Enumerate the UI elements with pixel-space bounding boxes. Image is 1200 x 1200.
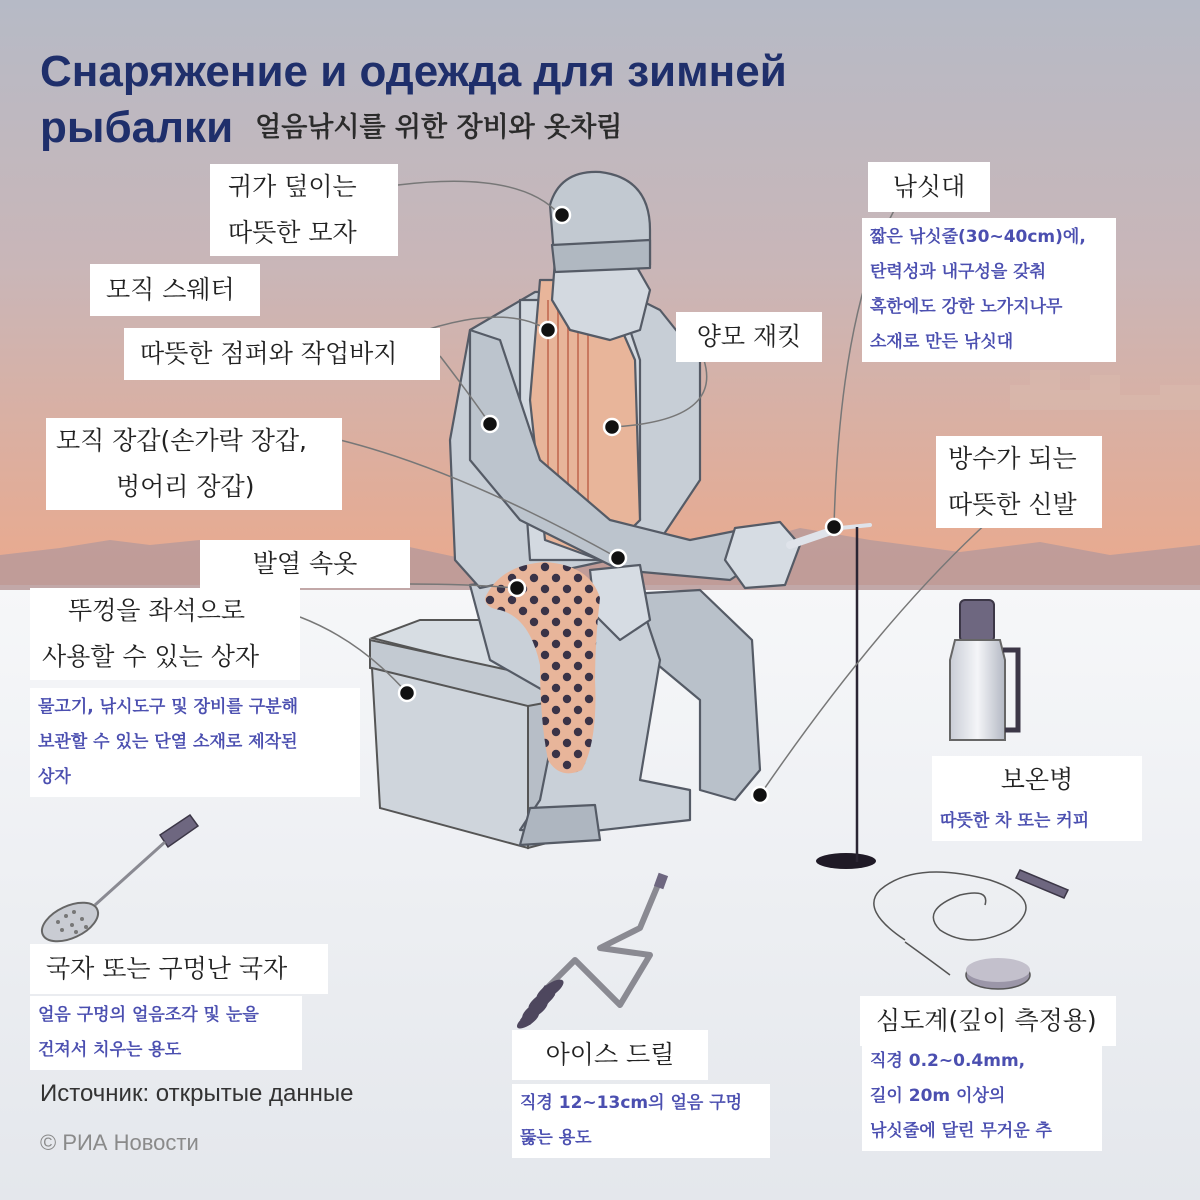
label-sweater-text: 모직 스웨터 (106, 275, 235, 304)
label-box-line-1: 뚜껑을 좌석으로 (68, 596, 245, 625)
skimmer-description-line-1: 얼음 구멍의 얼음조각 및 눈을 (38, 1005, 259, 1025)
label-box-line-2: 사용할 수 있는 상자 (42, 642, 260, 671)
drill-description (512, 1084, 770, 1158)
sounder-description-line-2: 길이 20m 이상의 (870, 1086, 1006, 1106)
thermos-description-line: 따뜻한 차 또는 커피 (940, 811, 1090, 831)
label-hat (210, 164, 398, 256)
sounder-description-line-3: 낚싯줄에 달린 무거운 추 (870, 1121, 1052, 1141)
label-jacket (676, 312, 822, 362)
sounder-description (862, 1042, 1102, 1151)
label-gloves-line-1: 모직 장갑(손가락 장갑, (56, 426, 307, 455)
box-description-line-2: 보관할 수 있는 단열 소재로 제작된 (38, 732, 298, 752)
label-skimmer-text: 국자 또는 구멍난 국자 (46, 954, 288, 983)
label-sweater (90, 264, 260, 316)
label-sounder (860, 996, 1116, 1046)
label-thermos (932, 756, 1142, 804)
label-boots-line-1: 방수가 되는 (948, 444, 1077, 473)
thermos-description (932, 802, 1142, 841)
label-gloves (46, 418, 342, 510)
source-note: Источник: открытые данные (40, 1080, 354, 1107)
copyright: © РИА Новости (40, 1130, 199, 1155)
skimmer-description-line-2: 건져서 치우는 용도 (38, 1040, 182, 1060)
label-jumper-text: 따뜻한 점퍼와 작업바지 (140, 339, 398, 368)
label-rod (868, 162, 990, 212)
drill-description-line-1: 직경 12~13cm의 얼음 구멍 (520, 1093, 743, 1113)
label-gloves-line-2: 벙어리 장갑) (116, 472, 255, 501)
label-boots-line-2: 따뜻한 신발 (948, 490, 1077, 519)
label-sounder-text: 심도계(깊이 측정용) (876, 1006, 1097, 1035)
rod-description-line-4: 소재로 만든 낚싯대 (870, 332, 1014, 352)
label-box (30, 588, 300, 680)
label-thermos-text: 보온병 (1000, 765, 1074, 794)
rod-description (862, 218, 1116, 362)
rod-description-line-1: 짧은 낚싯줄(30~40cm)에, (870, 227, 1086, 247)
label-jacket-text: 양모 재킷 (696, 322, 802, 351)
title-line-2: рыбалки (40, 103, 234, 152)
label-jumper (124, 328, 440, 380)
box-description-line-1: 물고기, 낚시도구 및 장비를 구분해 (38, 697, 299, 717)
label-rod-text: 낚싯대 (892, 172, 966, 201)
rod-description-line-2: 탄력성과 내구성을 갖춰 (870, 262, 1047, 282)
label-skimmer (30, 944, 328, 994)
label-hat-line-1: 귀가 덮이는 (228, 172, 357, 201)
box-description-line-3: 상자 (38, 767, 71, 787)
label-underwear (200, 540, 410, 588)
title-korean: 얼음낚시를 위한 장비와 옷차림 (255, 112, 623, 143)
title-line-1: Снаряжение и одежда для зимней (40, 47, 787, 96)
label-hat-line-2: 따뜻한 모자 (228, 218, 357, 247)
drill-description-line-2: 뚫는 용도 (520, 1128, 592, 1148)
label-underwear-text: 발열 속옷 (252, 549, 358, 578)
sounder-description-line-1: 직경 0.2~0.4mm, (870, 1051, 1026, 1071)
skimmer-description (30, 996, 302, 1070)
page-title (40, 44, 787, 156)
label-drill (512, 1030, 708, 1080)
box-description (30, 688, 360, 797)
label-boots (936, 436, 1102, 528)
label-drill-text: 아이스 드릴 (545, 1040, 675, 1069)
ice-hole (816, 853, 876, 869)
rod-description-line-3: 혹한에도 강한 노가지나무 (870, 297, 1063, 317)
